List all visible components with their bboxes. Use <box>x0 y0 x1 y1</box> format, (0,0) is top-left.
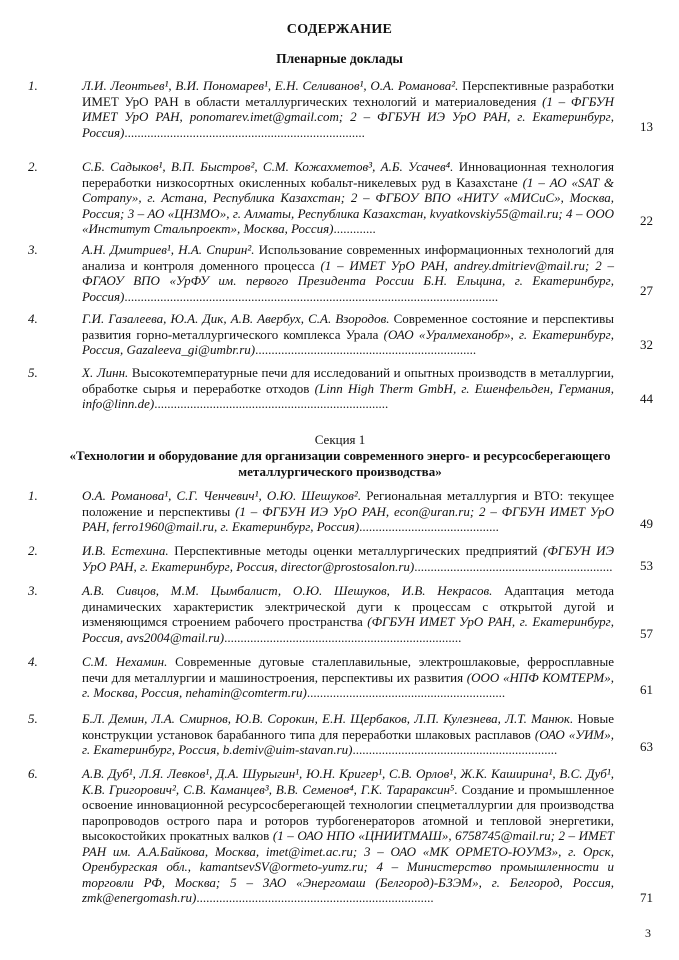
entry-text <box>82 78 614 140</box>
entry-affiliation: (1 – ИМЕТ УрО РАН, andrey.dmitriev@mail.ru; 2 – ФГАОУ ВПО «УрФУ им. первого Президента России Б.Н. Ельцина, г. Екатеринбург, Россия) <box>82 257 615 304</box>
entry-authors: Б.Л. Демин, Л.А. Смирнов, Ю.В. Сорокин, Е.Н. Щербаков, Л.П. Кулезнева, Л.Т. Манюк. <box>82 711 574 726</box>
entry-authors: И.В. Естехина. <box>82 543 169 558</box>
section-label: Секция 1 <box>314 432 366 447</box>
entry-text <box>82 583 614 645</box>
entry-number: 4. <box>28 654 38 669</box>
entry-title: Современные дуговые сталеплавильные, электрошлаковые, ферросплавные печи для металлургии и машиностроения, перспективы их развития <box>82 654 614 685</box>
entry-page-number: 71 <box>640 890 653 905</box>
entry-page-number: 61 <box>640 682 653 697</box>
plenary-heading: Пленарные доклады <box>276 51 403 66</box>
entry-number: 1. <box>28 488 38 503</box>
entry-page-number: 53 <box>640 558 653 573</box>
entry-text <box>82 365 614 412</box>
entry-affiliation: (1 – ОАО НПО «ЦНИИТМАШ», 6758745@mail.ru; 2 – ИМЕТ РАН им. А.А.Байкова, Москва, imet@imet.ac.ru; 3 – ОАО «МК ОРМЕТО-ЮУМЗ», г. Орск, Оренбургская обл., kamantsevSV@ormeto-yumz.ru; 4 – Министерство промышленности и торговли РФ, Москва; 5 – ЗАО «Энергомаш (Белгород)-БЗЭМ», г. Белгород, Россия, zmk@energomash.ru) <box>82 828 614 905</box>
entry-number: 3. <box>28 583 38 598</box>
entry-text <box>82 543 614 574</box>
entry-title: Высокотемпературные печи для исследований и опытных производств в металлургии, обработке сырья и переработке отходов <box>82 365 614 396</box>
entry-affiliation: (Linn High Therm GmbH, г. Ешенфельден, Германия, info@linn.de) <box>82 380 614 411</box>
entry-page-number: 57 <box>640 626 653 641</box>
entry-affiliation: (ФГБУН ИМЕТ УрО РАН, г. Екатеринбург, Россия, avs2004@mail.ru) <box>82 614 614 645</box>
entry-authors: А.Н. Дмитриев¹, Н.А. Спирин². <box>82 242 255 257</box>
entry-text <box>82 488 614 535</box>
entry-page-number: 44 <box>640 391 653 406</box>
entry-title: Перспективные разработки ИМЕТ УрО РАН в области металлургических технологий и материаловедения <box>82 78 614 109</box>
leader-dots: .......................................................................... <box>124 124 365 140</box>
entry-title: Адаптация метода динамических характеристик электрической дуги к процессам с открытой дугой и изменяющимся строением рабочего пространства <box>82 583 614 629</box>
entry-page-number: 49 <box>640 516 653 531</box>
entry-authors: А.В. Дуб¹, Л.Я. Левков¹, Д.А. Шурыгин¹, Ю.Н. Кригер¹, С.В. Орлов¹, Ж.К. Каширина¹, В.С. Дуб¹, К.В. Григорович², С.В. Каманцев³, В.В. Семенов⁴, Г.К. Тарараксин⁵. <box>82 766 614 797</box>
entry-page-number: 32 <box>640 337 653 352</box>
entry-authors: Г.И. Газалеева, Ю.А. Дик, А.В. Авербух, С.А. Взородов. <box>82 311 390 326</box>
section-heading <box>60 432 620 480</box>
entry-authors: С.М. Нехамин. <box>82 654 168 669</box>
entry-affiliation: (ОАО «УИМ», г. Екатеринбург, Россия, b.demiv@uim-stavan.ru) <box>82 726 614 757</box>
entry-page-number: 13 <box>640 119 653 134</box>
entry-page-number: 63 <box>640 739 653 754</box>
entry-number: 4. <box>28 311 38 326</box>
entry-number: 2. <box>28 543 38 558</box>
entry-text <box>82 654 614 701</box>
entry-authors: А.В. Сивцов, М.М. Цымбалист, О.Ю. Шешуков, И.В. Некрасов. <box>82 583 493 598</box>
entry-number: 3. <box>28 242 38 257</box>
entry-text <box>82 242 614 304</box>
page-title: СОДЕРЖАНИЕ <box>286 22 393 37</box>
leader-dots: ............................................................... <box>352 742 558 757</box>
entry-number: 5. <box>28 365 38 380</box>
leader-dots: ........................................... <box>359 519 499 534</box>
entry-affiliation: (1 – ФГБУН ИМЕТ УрО РАН, ponomarev.imet@gmail.com; 2 – ФГБУН ИЭ УрО РАН, г. Екатеринбург, Россия) <box>82 93 614 140</box>
entry-title: Региональная металлургия и ВТО: текущее положение и перспективы <box>82 488 615 519</box>
section-title: «Технологии и оборудование для организации современного энерго- и ресурсосберегающего металлургического производства» <box>69 448 611 479</box>
entry-authors: Л.И. Леонтьев¹, В.И. Пономарев¹, Е.Н. Селиванов¹, О.А. Романова². <box>82 78 459 93</box>
leader-dots: ......................................................................... <box>224 629 462 645</box>
leader-dots: .................................................................... <box>255 342 477 357</box>
entry-number: 5. <box>28 711 38 726</box>
entry-affiliation: (1 – ФГБУН ИЭ УрО РАН, econ@uran.ru; 2 – ФГБУН ИМЕТ УрО РАН, ferro1960@mail.ru, г. Екатеринбург, Россия) <box>82 503 614 534</box>
leader-dots: ............................................................. <box>414 558 613 574</box>
entry-title: Использование современных информационных технологий для анализа и контроля доменного процесса <box>82 242 614 273</box>
entry-number: 6. <box>28 766 38 781</box>
entry-affiliation: (ФГБУН ИЭ УрО РАН, г. Екатеринбург, Россия, director@prostosalon.ru) <box>82 543 614 574</box>
entry-title: Современное состояние и перспективы развития горно-металлургического комплекса Урала <box>82 311 614 342</box>
entry-text <box>82 711 614 758</box>
entry-affiliation: (ООО «НПФ КОМТЕРМ», г. Москва, Россия, nehamin@comterm.ru) <box>82 669 614 700</box>
leader-dots: ............. <box>333 221 376 236</box>
entry-authors: Х. Линн. <box>82 365 129 380</box>
leader-dots: ................................................................................................................... <box>124 288 499 304</box>
entry-title: Перспективные методы оценки металлургических предприятий <box>168 543 544 558</box>
entry-number: 1. <box>28 78 38 93</box>
page-folio: 3 <box>645 926 651 940</box>
entry-title: Инновационная технология переработки низкосортных окисленных кобальт-никелевых руд в Казахстане <box>82 159 614 190</box>
entry-title: Создание и промышленное освоение инновационной ресурсосберегающей технологии спецметаллургии для производства паропроводов острого пара и роторов турбогенераторов атомной и тепловой энергетики, высокостойких прокатных валков <box>82 781 614 843</box>
entry-text <box>82 766 614 906</box>
entry-authors: О.А. Романова¹, С.Г. Ченчевич¹, О.Ю. Шешуков². <box>82 488 362 503</box>
entry-text <box>82 159 614 237</box>
entry-page-number: 22 <box>640 213 653 228</box>
leader-dots: ......................................................................... <box>196 890 434 905</box>
entry-text <box>82 311 614 358</box>
entry-number: 2. <box>28 159 38 174</box>
entry-page-number: 27 <box>640 283 653 298</box>
leader-dots: ............................................................. <box>306 685 506 700</box>
entry-authors: С.Б. Садыков¹, В.П. Быстров², С.М. Кожахметов³, А.Б. Усачев⁴. <box>82 159 454 174</box>
leader-dots: ........................................................................ <box>154 396 389 411</box>
entry-affiliation: (ОАО «Уралмеханобр», г. Екатеринбург, Россия, Gazaleeva_gi@umbr.ru) <box>82 326 614 357</box>
entry-affiliation: (1 – АО «SAT & Company», г. Астана, Республика Казахстан; 2 – ФГБОУ ВПО «НИТУ «МИСиС», Москва, Россия; 3 – АО «ЦНЗМО», г. Алматы, Республика Казахстан, kvyatkovskiy55@mail.ru; 4 – ООО «Институт Стальпроект», Москва, Россия) <box>82 174 614 236</box>
entry-title: Новые конструкции установок барабанного типа для переработки шлаковых расплавов <box>82 711 614 742</box>
